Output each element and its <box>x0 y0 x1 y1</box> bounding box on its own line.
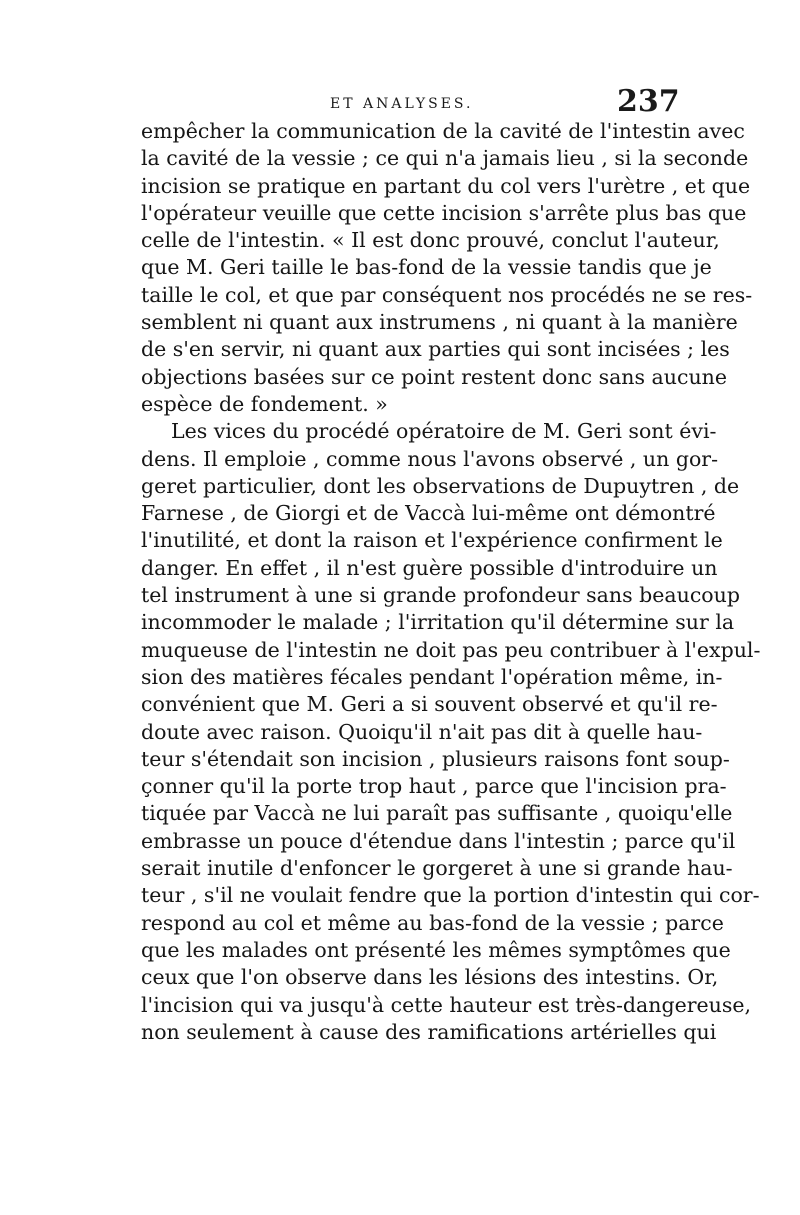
text-line: tiquée par Vaccà ne lui paraît pas suffisante , quoiqu'elle <box>141 801 733 826</box>
text-line: dens. Il emploie , comme nous l'avons observé , un gor- <box>141 446 719 471</box>
text-line: la cavité de la vessie ; ce qui n'a jamais lieu , si la seconde <box>141 146 749 171</box>
text-line: respond au col et même au bas-fond de la vessie ; parce <box>141 910 724 935</box>
text-line: ceux que l'on observe dans les lésions des intestins. Or, <box>141 965 719 990</box>
text-line: muqueuse de l'intestin ne doit pas peu contribuer à l'expul- <box>141 637 761 662</box>
text-line: convénient que M. Geri a si souvent observé et qu'il re- <box>141 692 718 717</box>
text-line: celle de l'intestin. « Il est donc prouvé, conclut l'auteur, <box>141 228 720 253</box>
text-line: empêcher la communication de la cavité de l'intestin avec <box>141 119 745 143</box>
text-line: doute avec raison. Quoiqu'il n'ait pas dit à quelle hau- <box>141 719 703 744</box>
text-line: embrasse un pouce d'étendue dans l'intestin ; parce qu'il <box>141 828 736 853</box>
text-line: sion des matières fécales pendant l'opération même, in- <box>141 664 723 689</box>
text-line: geret particulier, dont les observations de Dupuytren , de <box>141 473 740 498</box>
text-line: çonner qu'il la porte trop haut , parce que l'incision pra- <box>141 774 727 799</box>
text-line: non seulement à cause des ramifications artérielles qui <box>141 1019 717 1044</box>
paragraph-start-line: Les vices du procédé opératoire de M. Geri sont évi- <box>171 419 717 444</box>
text-line: l'opérateur veuille que cette incision s'arrête plus bas que <box>141 200 747 225</box>
text-line: teur s'étendait son incision , plusieurs raisons font soup- <box>141 746 730 771</box>
text-line: objections basées sur ce point restent donc sans aucune <box>141 364 727 389</box>
text-line: taille le col, et que par conséquent nos procédés ne se res- <box>141 282 753 307</box>
page-number: 237 <box>617 84 680 119</box>
text-line: teur , s'il ne voulait fendre que la portion d'intestin qui cor- <box>141 883 760 908</box>
running-head: ET ANALYSES. <box>330 96 474 112</box>
text-line: danger. En effet , il n'est guère possible d'introduire un <box>141 555 718 580</box>
text-line: l'incision qui va jusqu'à cette hauteur est très-dangereuse, <box>141 992 752 1017</box>
paragraph-end-line: espèce de fondement. » <box>141 391 388 416</box>
text-line: incision se pratique en partant du col vers l'urètre , et que <box>141 173 751 198</box>
text-line: tel instrument à une si grande profondeur sans beaucoup <box>141 583 740 608</box>
text-line: semblent ni quant aux instrumens , ni quant à la manière <box>141 310 738 335</box>
text-line: de s'en servir, ni quant aux parties qui sont incisées ; les <box>141 337 730 362</box>
text-line: serait inutile d'enfoncer le gorgeret à une si grande hau- <box>141 856 733 881</box>
text-line: incommoder le malade ; l'irritation qu'il détermine sur la <box>141 610 735 635</box>
text-line: que les malades ont présenté les mêmes symptômes que <box>141 937 731 962</box>
body-text <box>141 118 761 1046</box>
text-line: Farnese , de Giorgi et de Vaccà lui-même ont démontré <box>141 501 716 526</box>
text-line: que M. Geri taille le bas-fond de la vessie tandis que je <box>141 255 712 280</box>
text-line: l'inutilité, et dont la raison et l'expérience confirment le <box>141 528 723 553</box>
